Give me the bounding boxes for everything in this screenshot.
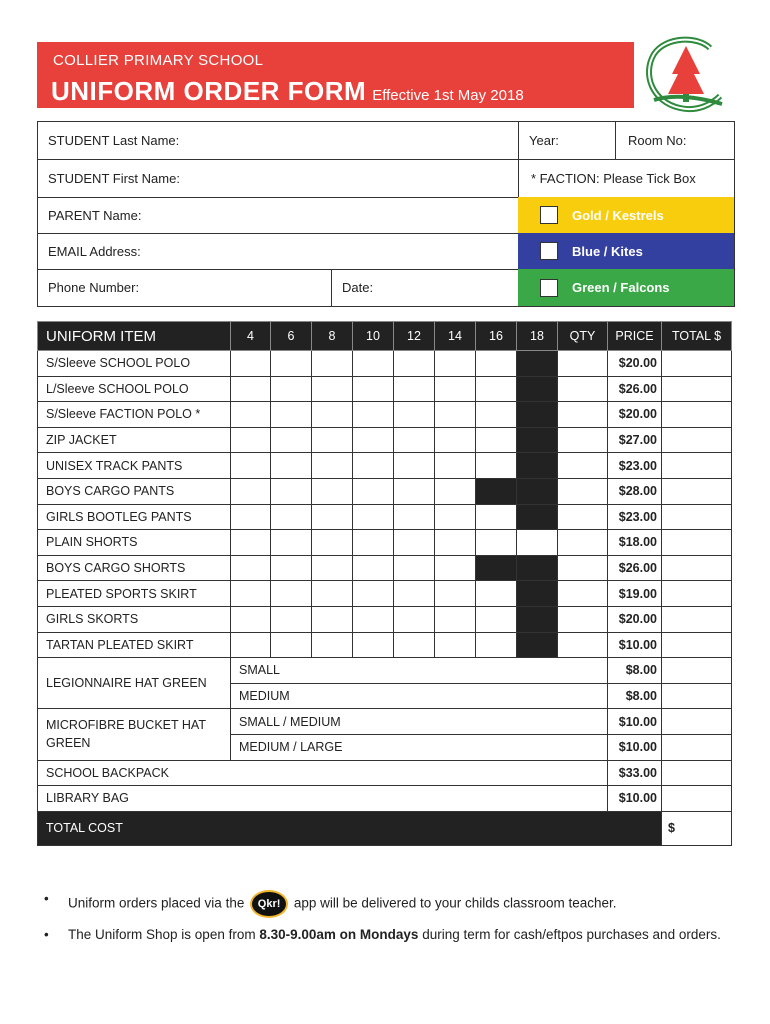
- table-row: [38, 504, 732, 530]
- size-qty-cell[interactable]: [231, 351, 271, 377]
- size-qty-cell[interactable]: [231, 402, 271, 428]
- note-text: app will be delivered to your childs classroom teacher.: [293, 895, 617, 911]
- size-qty-cell[interactable]: [231, 504, 271, 530]
- effective-date: Effective 1st May 2018: [372, 87, 524, 104]
- item-name: PLAIN SHORTS: [38, 530, 231, 556]
- size-qty-cell[interactable]: [476, 504, 517, 530]
- qty-cell[interactable]: [558, 402, 608, 428]
- total-header: TOTAL $: [662, 322, 732, 351]
- faction-blue-checkbox[interactable]: [540, 242, 558, 260]
- size-qty-cell[interactable]: [435, 530, 476, 556]
- faction-gold-checkbox[interactable]: [540, 206, 558, 224]
- total-cell[interactable]: [662, 658, 732, 684]
- table-row: [38, 376, 732, 402]
- item-price: $19.00: [608, 581, 662, 607]
- table-row: [38, 709, 732, 735]
- size-qty-cell[interactable]: [394, 478, 435, 504]
- item-price: $10.00: [608, 734, 662, 760]
- size-qty-cell[interactable]: [435, 453, 476, 479]
- size-header: 8: [312, 322, 353, 351]
- size-qty-cell[interactable]: [435, 504, 476, 530]
- total-cell[interactable]: [662, 760, 732, 786]
- size-qty-cell[interactable]: [312, 351, 353, 377]
- size-qty-cell[interactable]: [394, 581, 435, 607]
- item-name: PLEATED SPORTS SKIRT: [38, 581, 231, 607]
- total-cell[interactable]: [662, 504, 732, 530]
- size-qty-cell[interactable]: [271, 581, 312, 607]
- total-cell[interactable]: [662, 376, 732, 402]
- size-qty-cell[interactable]: [435, 581, 476, 607]
- total-cost-label: TOTAL COST: [38, 811, 662, 845]
- size-header: 14: [435, 322, 476, 351]
- qty-cell[interactable]: [558, 606, 608, 632]
- item-price: $10.00: [608, 786, 662, 812]
- item-name: BOYS CARGO PANTS: [38, 478, 231, 504]
- size-qty-cell[interactable]: [312, 453, 353, 479]
- unavailable-size-cell: [476, 555, 517, 581]
- unavailable-size-cell: [517, 402, 558, 428]
- item-name: BOYS CARGO SHORTS: [38, 555, 231, 581]
- size-qty-cell[interactable]: [353, 555, 394, 581]
- size-qty-cell[interactable]: [271, 555, 312, 581]
- qty-cell[interactable]: [558, 376, 608, 402]
- total-cell[interactable]: [662, 478, 732, 504]
- size-qty-cell[interactable]: [271, 478, 312, 504]
- item-price: $10.00: [608, 632, 662, 658]
- total-cell[interactable]: [662, 734, 732, 760]
- uniform-order-table: [37, 321, 732, 846]
- qty-cell[interactable]: [558, 427, 608, 453]
- item-name: S/Sleeve FACTION POLO *: [38, 402, 231, 428]
- total-cell[interactable]: [662, 427, 732, 453]
- unavailable-size-cell: [517, 632, 558, 658]
- school-logo-icon: [640, 34, 732, 116]
- size-qty-cell[interactable]: [353, 351, 394, 377]
- table-row: [38, 658, 732, 684]
- size-qty-cell[interactable]: [476, 453, 517, 479]
- size-qty-cell[interactable]: [231, 376, 271, 402]
- size-qty-cell[interactable]: [435, 632, 476, 658]
- unavailable-size-cell: [517, 555, 558, 581]
- year-field[interactable]: Year:: [529, 133, 559, 148]
- size-qty-cell[interactable]: [271, 606, 312, 632]
- size-qty-cell[interactable]: [517, 530, 558, 556]
- table-row: [38, 453, 732, 479]
- size-qty-cell[interactable]: [394, 402, 435, 428]
- price-header: PRICE: [608, 322, 662, 351]
- item-price: $28.00: [608, 478, 662, 504]
- note-text: The Uniform Shop is open from: [68, 927, 256, 942]
- size-option[interactable]: SMALL / MEDIUM: [231, 709, 608, 735]
- size-qty-cell[interactable]: [353, 606, 394, 632]
- size-header: 4: [231, 322, 271, 351]
- table-row: [38, 606, 732, 632]
- item-name: LEGIONNAIRE HAT GREEN: [38, 658, 231, 709]
- size-qty-cell[interactable]: [312, 632, 353, 658]
- qty-cell[interactable]: [558, 530, 608, 556]
- item-name: ZIP JACKET: [38, 427, 231, 453]
- size-qty-cell[interactable]: [271, 402, 312, 428]
- school-name: COLLIER PRIMARY SCHOOL: [53, 52, 264, 69]
- size-qty-cell[interactable]: [231, 478, 271, 504]
- size-qty-cell[interactable]: [312, 606, 353, 632]
- item-name: TARTAN PLEATED SKIRT: [38, 632, 231, 658]
- size-qty-cell[interactable]: [312, 376, 353, 402]
- item-price: $23.00: [608, 453, 662, 479]
- table-row: [38, 530, 732, 556]
- item-name: GIRLS SKORTS: [38, 606, 231, 632]
- student-first-name-field[interactable]: STUDENT First Name:: [48, 170, 180, 186]
- total-cell[interactable]: [662, 606, 732, 632]
- size-option[interactable]: MEDIUM / LARGE: [231, 734, 608, 760]
- size-qty-cell[interactable]: [353, 402, 394, 428]
- item-price: $20.00: [608, 351, 662, 377]
- table-row: [38, 351, 732, 377]
- size-qty-cell[interactable]: [312, 581, 353, 607]
- size-option[interactable]: MEDIUM: [231, 683, 608, 709]
- size-qty-cell[interactable]: [476, 402, 517, 428]
- size-qty-cell[interactable]: [435, 555, 476, 581]
- item-name: LIBRARY BAG: [38, 786, 608, 812]
- size-qty-cell[interactable]: [353, 453, 394, 479]
- size-qty-cell[interactable]: [231, 632, 271, 658]
- parent-name-field[interactable]: PARENT Name:: [48, 207, 142, 223]
- room-field[interactable]: Room No:: [628, 133, 687, 148]
- size-qty-cell[interactable]: [353, 504, 394, 530]
- email-field[interactable]: EMAIL Address:: [48, 243, 141, 259]
- table-row: [38, 478, 732, 504]
- size-qty-cell[interactable]: [435, 478, 476, 504]
- table-row: [38, 632, 732, 658]
- size-qty-cell[interactable]: [476, 376, 517, 402]
- item-price: $33.00: [608, 760, 662, 786]
- item-name: L/Sleeve SCHOOL POLO: [38, 376, 231, 402]
- faction-label: * FACTION: Please Tick Box: [531, 170, 696, 186]
- note-text: during term for cash/eftpos purchases and orders.: [422, 927, 721, 942]
- qty-cell[interactable]: [558, 453, 608, 479]
- size-qty-cell[interactable]: [271, 351, 312, 377]
- size-qty-cell[interactable]: [353, 478, 394, 504]
- item-name: S/Sleeve SCHOOL POLO: [38, 351, 231, 377]
- size-qty-cell[interactable]: [312, 530, 353, 556]
- size-qty-cell[interactable]: [231, 530, 271, 556]
- size-qty-cell[interactable]: [271, 632, 312, 658]
- date-field[interactable]: Date:: [342, 280, 374, 295]
- size-qty-cell[interactable]: [231, 555, 271, 581]
- unavailable-size-cell: [517, 376, 558, 402]
- unavailable-size-cell: [517, 504, 558, 530]
- student-info-box: [37, 121, 735, 307]
- faction-green-row[interactable]: [518, 269, 734, 306]
- size-qty-cell[interactable]: [231, 427, 271, 453]
- qty-cell[interactable]: [558, 478, 608, 504]
- size-qty-cell[interactable]: [476, 530, 517, 556]
- item-price: $26.00: [608, 376, 662, 402]
- qkr-app-icon: Qkr!: [250, 890, 288, 918]
- item-name: SCHOOL BACKPACK: [38, 760, 608, 786]
- size-qty-cell[interactable]: [312, 504, 353, 530]
- size-qty-cell[interactable]: [435, 606, 476, 632]
- size-qty-cell[interactable]: [271, 376, 312, 402]
- size-qty-cell[interactable]: [312, 478, 353, 504]
- note-text: Uniform orders placed via the: [68, 895, 245, 911]
- form-title-text: UNIFORM ORDER FORM: [51, 76, 367, 106]
- qty-cell[interactable]: [558, 581, 608, 607]
- size-header: 18: [517, 322, 558, 351]
- unavailable-size-cell: [517, 478, 558, 504]
- size-qty-cell[interactable]: [231, 453, 271, 479]
- bullet: •: [44, 927, 49, 942]
- size-qty-cell[interactable]: [231, 606, 271, 632]
- size-qty-cell[interactable]: [394, 427, 435, 453]
- unavailable-size-cell: [517, 606, 558, 632]
- notes: [44, 890, 724, 951]
- qty-cell[interactable]: [558, 632, 608, 658]
- size-qty-cell[interactable]: [476, 351, 517, 377]
- table-header-row: [38, 322, 732, 351]
- total-cell[interactable]: [662, 351, 732, 377]
- faction-blue-label: Blue / Kites: [572, 243, 643, 259]
- size-qty-cell[interactable]: [271, 504, 312, 530]
- total-cell[interactable]: [662, 786, 732, 812]
- size-header: 6: [271, 322, 312, 351]
- size-header: 10: [353, 322, 394, 351]
- size-option[interactable]: SMALL: [231, 658, 608, 684]
- faction-gold-row[interactable]: [518, 197, 734, 233]
- table-row: [38, 581, 732, 607]
- size-qty-cell[interactable]: [476, 427, 517, 453]
- size-qty-cell[interactable]: [353, 530, 394, 556]
- qty-cell[interactable]: [558, 504, 608, 530]
- size-qty-cell[interactable]: [271, 453, 312, 479]
- faction-green-checkbox[interactable]: [540, 279, 558, 297]
- total-cell[interactable]: [662, 453, 732, 479]
- size-qty-cell[interactable]: [312, 555, 353, 581]
- unavailable-size-cell: [517, 581, 558, 607]
- qty-cell[interactable]: [558, 351, 608, 377]
- size-qty-cell[interactable]: [435, 402, 476, 428]
- total-cell[interactable]: [662, 683, 732, 709]
- shop-hours: 8.30-9.00am on Mondays: [259, 927, 419, 942]
- total-cost-field[interactable]: $: [662, 811, 732, 845]
- total-cell[interactable]: [662, 555, 732, 581]
- size-qty-cell[interactable]: [476, 632, 517, 658]
- item-price: $10.00: [608, 709, 662, 735]
- table-row: [38, 555, 732, 581]
- unavailable-size-cell: [517, 351, 558, 377]
- size-qty-cell[interactable]: [394, 530, 435, 556]
- item-price: $20.00: [608, 606, 662, 632]
- item-name: GIRLS BOOTLEG PANTS: [38, 504, 231, 530]
- item-name: MICROFIBRE BUCKET HAT GREEN: [38, 709, 231, 760]
- item-name: UNISEX TRACK PANTS: [38, 453, 231, 479]
- qty-header: QTY: [558, 322, 608, 351]
- item-price: $27.00: [608, 427, 662, 453]
- size-qty-cell[interactable]: [271, 530, 312, 556]
- size-qty-cell[interactable]: [312, 427, 353, 453]
- note-shop-hours: [44, 926, 724, 943]
- size-header: 16: [476, 322, 517, 351]
- size-qty-cell[interactable]: [231, 581, 271, 607]
- size-qty-cell[interactable]: [394, 504, 435, 530]
- size-qty-cell[interactable]: [394, 632, 435, 658]
- size-qty-cell[interactable]: [353, 581, 394, 607]
- size-qty-cell[interactable]: [353, 632, 394, 658]
- total-cell[interactable]: [662, 530, 732, 556]
- form-title: [51, 76, 524, 107]
- item-price: $23.00: [608, 504, 662, 530]
- size-qty-cell[interactable]: [271, 427, 312, 453]
- size-qty-cell[interactable]: [353, 427, 394, 453]
- table-row: [38, 760, 732, 786]
- student-last-name-field[interactable]: STUDENT Last Name:: [48, 133, 180, 148]
- note-qkr: [44, 890, 724, 918]
- total-row: [38, 811, 732, 845]
- item-price: $18.00: [608, 530, 662, 556]
- faction-green-label: Green / Falcons: [572, 280, 670, 295]
- size-qty-cell[interactable]: [435, 427, 476, 453]
- total-cell[interactable]: [662, 632, 732, 658]
- size-qty-cell[interactable]: [394, 555, 435, 581]
- header-banner: [37, 42, 634, 108]
- size-qty-cell[interactable]: [476, 606, 517, 632]
- size-qty-cell[interactable]: [394, 606, 435, 632]
- size-qty-cell[interactable]: [312, 402, 353, 428]
- size-qty-cell[interactable]: [435, 351, 476, 377]
- bullet: •: [44, 891, 49, 906]
- item-price: $8.00: [608, 683, 662, 709]
- unavailable-size-cell: [476, 478, 517, 504]
- unavailable-size-cell: [517, 427, 558, 453]
- size-qty-cell[interactable]: [394, 376, 435, 402]
- uniform-item-header: UNIFORM ITEM: [38, 322, 231, 351]
- item-price: $8.00: [608, 658, 662, 684]
- size-qty-cell[interactable]: [394, 453, 435, 479]
- total-cell[interactable]: [662, 402, 732, 428]
- phone-field[interactable]: Phone Number:: [48, 280, 140, 295]
- faction-gold-label: Gold / Kestrels: [572, 207, 664, 223]
- faction-blue-row[interactable]: [518, 233, 734, 269]
- table-row: [38, 786, 732, 812]
- table-row: [38, 427, 732, 453]
- item-price: $26.00: [608, 555, 662, 581]
- size-header: 12: [394, 322, 435, 351]
- size-qty-cell[interactable]: [353, 376, 394, 402]
- total-cell[interactable]: [662, 709, 732, 735]
- size-qty-cell[interactable]: [435, 376, 476, 402]
- table-row: [38, 402, 732, 428]
- qty-cell[interactable]: [558, 555, 608, 581]
- size-qty-cell[interactable]: [394, 351, 435, 377]
- item-price: $20.00: [608, 402, 662, 428]
- unavailable-size-cell: [517, 453, 558, 479]
- size-qty-cell[interactable]: [476, 581, 517, 607]
- total-cell[interactable]: [662, 581, 732, 607]
